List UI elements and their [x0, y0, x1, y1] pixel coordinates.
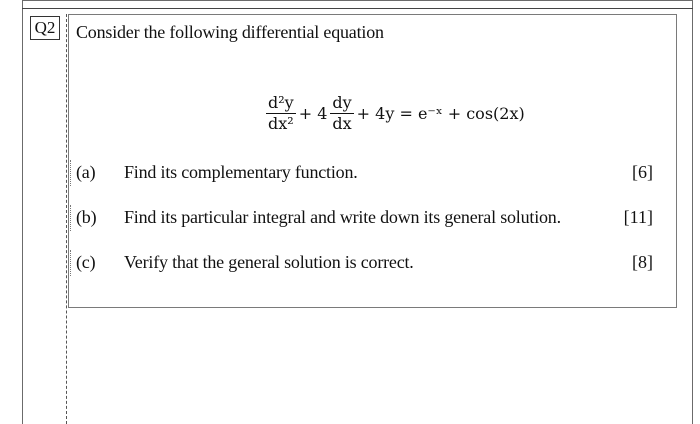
part-c-text: Verify that the general solution is correct. — [124, 252, 414, 272]
part-b-text: Find its particular integral and write down its general solution. — [124, 207, 561, 227]
part-c-marks: [8] — [632, 252, 653, 272]
part-c-label: (c) — [76, 252, 96, 272]
part-a-bracket — [70, 160, 71, 186]
second-derivative-numerator: d²y — [268, 92, 294, 112]
equation-remainder: + 4y = e⁻ˣ + cos(2x) — [356, 103, 525, 123]
first-derivative-denominator: dx — [332, 113, 352, 133]
margin-guide — [66, 14, 67, 424]
second-derivative-fraction — [266, 92, 296, 133]
part-b-marks: [11] — [623, 207, 653, 227]
question-intro: Consider the following differential equation — [76, 22, 384, 42]
part-a-label: (a) — [76, 162, 96, 182]
part-b-label: (b) — [76, 207, 97, 227]
part-c-bracket — [70, 250, 71, 276]
first-derivative-numerator: dy — [332, 92, 352, 112]
part-b-bracket — [70, 205, 71, 231]
first-derivative-fraction — [330, 92, 353, 133]
top-rule — [22, 8, 693, 9]
differential-equation — [265, 86, 527, 140]
question-number: Q2 — [30, 16, 60, 40]
plus-four-coefficient: + 4 — [298, 103, 328, 123]
part-a-text: Find its complementary function. — [124, 162, 358, 182]
part-a-marks: [6] — [632, 162, 653, 182]
second-derivative-denominator: dx² — [268, 113, 294, 133]
